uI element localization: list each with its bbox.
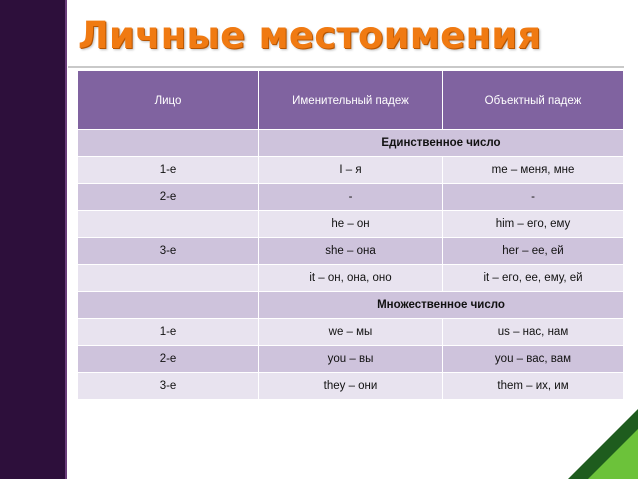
objective-cell: it – его, ее, ему, ей [443,265,624,292]
section-row-singular [78,130,624,157]
objective-cell: him – его, ему [443,211,624,238]
objective-cell: her – ее, ей [443,238,624,265]
table-cell [78,130,259,157]
slide-title: Личные местоимения [78,14,542,57]
header-objective: Объектный падеж [443,71,624,130]
left-decorative-bar [0,0,65,479]
table-header-row [78,71,624,130]
person-cell: 1-е [78,157,259,184]
person-cell: 2-е [78,184,259,211]
nominative-cell: we – мы [259,319,443,346]
person-cell: 3-е [78,373,259,400]
objective-cell: us – нас, нам [443,319,624,346]
objective-cell: you – вас, вам [443,346,624,373]
nominative-cell: he – он [259,211,443,238]
table-row [78,346,624,373]
objective-cell: them – их, им [443,373,624,400]
nominative-cell: - [259,184,443,211]
table-cell [78,292,259,319]
title-divider [68,66,624,68]
table-row [78,157,624,184]
left-bar-edge [65,0,67,479]
table-row [78,211,624,238]
table-row [78,184,624,211]
objective-cell: me – меня, мне [443,157,624,184]
corner-decoration-light [588,429,638,479]
objective-cell: - [443,184,624,211]
nominative-cell: she – она [259,238,443,265]
header-nominative: Именительный падеж [259,71,443,130]
section-label-plural: Множественное число [259,292,624,319]
person-cell: 2-е [78,346,259,373]
header-person: Лицо [78,71,259,130]
pronouns-table [77,70,624,400]
table-row [78,373,624,400]
section-row-plural [78,292,624,319]
nominative-cell: it – он, она, оно [259,265,443,292]
table-row [78,238,624,265]
person-cell: 3-е [78,238,259,265]
person-cell [78,265,259,292]
table-row [78,265,624,292]
table-row [78,319,624,346]
nominative-cell: you – вы [259,346,443,373]
nominative-cell: I – я [259,157,443,184]
person-cell [78,211,259,238]
section-label-singular: Единственное число [259,130,624,157]
person-cell: 1-е [78,319,259,346]
nominative-cell: they – они [259,373,443,400]
